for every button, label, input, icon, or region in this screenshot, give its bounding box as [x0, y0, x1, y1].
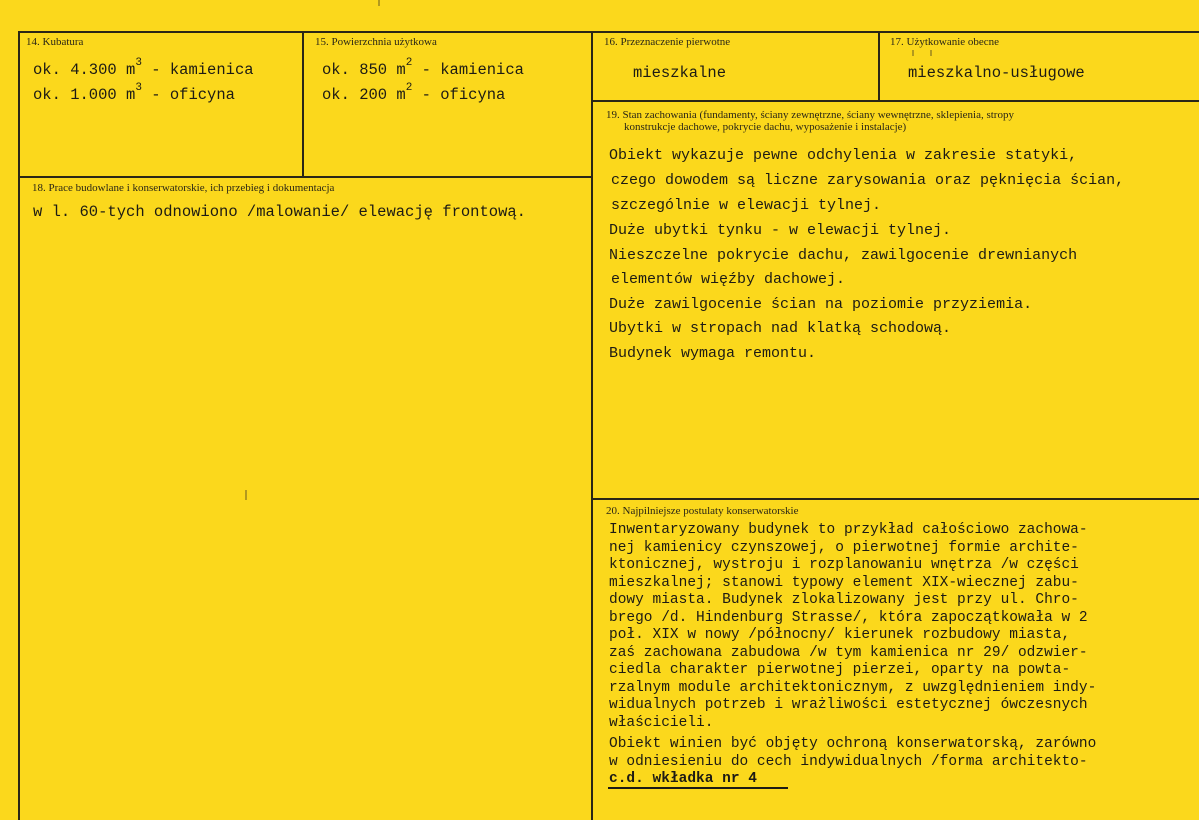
field-20-line: poł. XIX w nowy /północny/ kierunek rozbudowy miasta,	[609, 627, 1071, 643]
field-19-line: Budynek wymaga remontu.	[609, 345, 817, 362]
field-19-line: Duże ubytki tynku - w elewacji tylnej.	[609, 222, 952, 239]
field-20-line: ciedla charakter pierwotnej pierzei, oparty na powta-	[609, 662, 1071, 678]
field-20-line: brego /d. Hindenburg Strasse/, która zapoczątkowała w 2	[609, 609, 1088, 626]
field-20-line: dowy miasta. Budynek zlokalizowany jest przy ul. Chro-	[609, 592, 1079, 608]
field-19-label-cont: konstrukcje dachowe, pokrycie dachu, wyposażenie i instalacje)	[624, 121, 907, 133]
field-20-line: nej kamienicy czynszowej, o pierwotnej formie archite-	[609, 539, 1079, 556]
field-19-line: Nieszczelne pokrycie dachu, zawilgocenie drewnianych	[609, 247, 1078, 264]
field-20-continuation: c.d. wkładka nr 4	[609, 771, 757, 787]
field-20-line: mieszkalnej; stanowi typowy element XIX-wiecznej zabu-	[609, 574, 1079, 591]
field-14-line: ok. 4.300 $m^3$ - kamienica	[33, 57, 254, 80]
top-border	[18, 31, 1199, 33]
paper-speck	[912, 50, 914, 56]
field-19-line: Duże zawilgocenie ścian na poziomie przyziemia.	[609, 296, 1033, 313]
divider-row-19-20	[591, 498, 1199, 500]
divider-15-16	[591, 31, 593, 820]
field-19-line: czego dowodem są liczne zarysowania oraz pęknięcia ścian,	[611, 172, 1125, 189]
field-19-label: 19. Stan zachowania (fundamenty, ściany zewnętrzne, ściany wewnętrzne, sklepienia, stropy	[606, 109, 1014, 121]
field-19-line: Ubytki w stropach nad klatką schodową.	[609, 320, 952, 337]
divider-16-17	[878, 31, 880, 101]
field-18-value: w l. 60-tych odnowiono /malowanie/ elewację frontową.	[33, 203, 526, 221]
field-20-line: Inwentaryzowany budynek to przykład całościowo zachowa-	[609, 522, 1088, 538]
field-16-label: 16. Przeznaczenie pierwotne	[604, 36, 731, 48]
field-14-line: ok. 1.000 $m^3$ - oficyna	[33, 82, 235, 105]
continuation-underline	[608, 787, 788, 789]
field-20-line: Obiekt winien być objęty ochroną konserwatorską, zarówno	[609, 736, 1097, 752]
left-border	[18, 31, 20, 820]
field-20-line: rzalnym module architektonicznym, z uwzględnieniem indy-	[609, 679, 1097, 696]
field-15-line: ok. 200 $m^2$ - oficyna	[322, 82, 506, 105]
paper-speck	[930, 50, 932, 56]
field-17-value: mieszkalno-usługowe	[908, 64, 1085, 82]
divider-row-16-19	[591, 100, 1199, 102]
field-17-label: 17. Użytkowanie obecne	[890, 36, 1000, 48]
field-14-label: 14. Kubatura	[26, 36, 84, 48]
field-15-line: ok. 850 $m^2$ - kamienica	[322, 57, 524, 80]
field-15-label: 15. Powierzchnia użytkowa	[315, 36, 437, 48]
field-20-line: widualnych potrzeb i wrażliwości estetycznej ówczesnych	[609, 697, 1088, 713]
field-20-label: 20. Najpilniejsze postulaty konserwatorskie	[606, 505, 799, 517]
paper-speck	[245, 490, 247, 500]
divider-row-14-18	[18, 176, 592, 178]
field-19-line: elementów więźby dachowej.	[611, 271, 846, 288]
field-19-line: szczególnie w elewacji tylnej.	[611, 197, 882, 214]
field-20-line: ktonicznej, wystroju i rozplanowaniu wnętrza /w części	[609, 557, 1079, 573]
field-18-label: 18. Prace budowlane i konserwatorskie, ich przebieg i dokumentacja	[32, 182, 335, 194]
field-19-line: Obiekt wykazuje pewne odchylenia w zakresie statyki,	[609, 147, 1078, 164]
field-16-value: mieszkalne	[633, 64, 727, 82]
paper-speck	[378, 0, 380, 6]
field-20-line: właścicieli.	[609, 714, 714, 731]
field-20-line: w odniesieniu do cech indywidualnych /forma architekto-	[609, 753, 1088, 770]
divider-14-15	[302, 31, 304, 177]
field-20-line: zaś zachowana zabudowa /w tym kamienica nr 29/ odzwier-	[609, 644, 1088, 661]
